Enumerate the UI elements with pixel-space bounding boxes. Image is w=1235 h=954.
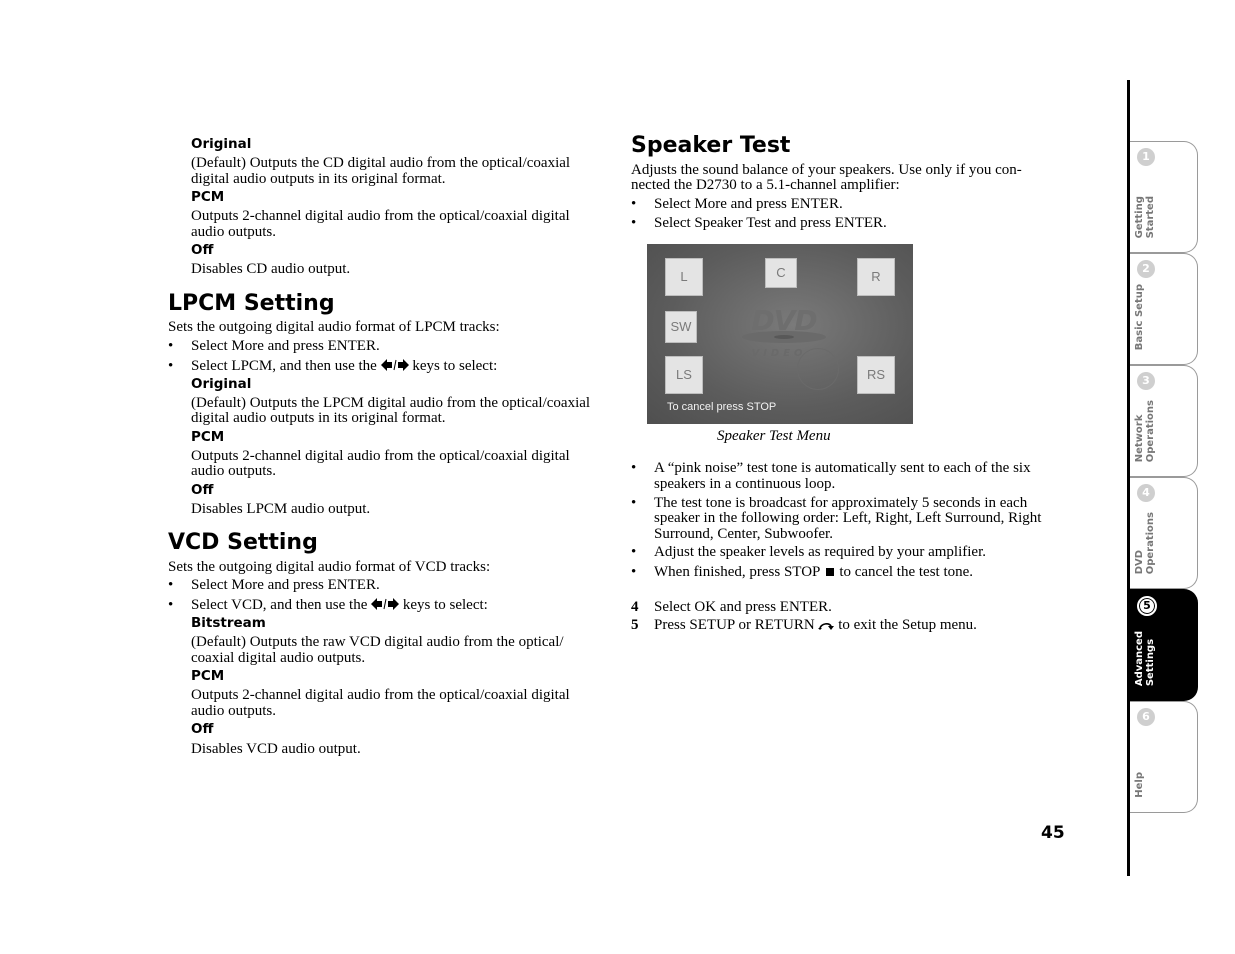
option-term: PCM bbox=[191, 668, 225, 684]
left-right-arrow-keys-icon bbox=[381, 359, 409, 371]
section-heading: LPCM Setting bbox=[168, 291, 335, 316]
option-desc: (Default) Outputs the raw VCD digital audio from the optical/ bbox=[191, 634, 564, 650]
step-number: 4 bbox=[631, 599, 639, 615]
tab-label: Help bbox=[1134, 772, 1145, 798]
tab-network-operations[interactable] bbox=[1130, 365, 1198, 477]
speaker-test-screen bbox=[647, 244, 913, 424]
chapter-5-icon: 5 bbox=[1137, 596, 1157, 616]
option-term: Original bbox=[191, 376, 252, 392]
speaker-subwoofer-button[interactable]: SW bbox=[665, 311, 697, 343]
dvd-logo-subtext: VIDEO bbox=[751, 348, 807, 359]
dvd-logo-text: DVD bbox=[751, 304, 817, 337]
option-desc: (Default) Outputs the CD digital audio from the optical/coaxial bbox=[191, 155, 571, 171]
option-term: Off bbox=[191, 482, 214, 498]
option-desc: coaxial digital audio outputs. bbox=[191, 650, 366, 666]
speaker-left-button[interactable]: L bbox=[665, 258, 703, 296]
step-text-post: to exit the Setup menu. bbox=[838, 617, 977, 633]
stop-icon bbox=[826, 568, 834, 576]
speaker-right-surround-button[interactable]: RS bbox=[857, 356, 895, 394]
bullet-marker: • bbox=[168, 358, 174, 374]
speaker-left-surround-button[interactable]: LS bbox=[665, 356, 703, 394]
option-desc: digital audio outputs in its original format. bbox=[191, 171, 446, 187]
chapter-3-icon: 3 bbox=[1137, 372, 1155, 390]
option-desc: audio outputs. bbox=[191, 703, 276, 719]
bullet-text: Select Speaker Test and press ENTER. bbox=[654, 215, 887, 231]
bullet-text-pre: Select LPCM, and then use the bbox=[191, 358, 377, 374]
disc-shape bbox=[797, 348, 839, 390]
step-text bbox=[654, 617, 977, 633]
figure-caption: Speaker Test Menu bbox=[717, 428, 831, 444]
section-intro: Sets the outgoing digital audio format of VCD tracks: bbox=[168, 559, 491, 575]
tab-help[interactable] bbox=[1130, 701, 1198, 813]
section-intro: Sets the outgoing digital audio format of LPCM tracks: bbox=[168, 319, 500, 335]
option-term: Off bbox=[191, 721, 214, 737]
bullet-text: speaker in the following order: Left, Right, Left Surround, Right bbox=[654, 510, 1042, 526]
option-desc: audio outputs. bbox=[191, 224, 276, 240]
speaker-right-button[interactable]: R bbox=[857, 258, 895, 296]
option-desc: Disables VCD audio output. bbox=[191, 741, 361, 757]
bullet-text: The test tone is broadcast for approximately 5 seconds in each bbox=[654, 495, 1028, 511]
option-desc: Outputs 2-channel digital audio from the optical/coaxial digital bbox=[191, 208, 570, 224]
bullet-text-post: keys to select: bbox=[412, 358, 498, 374]
option-desc: audio outputs. bbox=[191, 463, 276, 479]
cancel-instruction: To cancel press STOP bbox=[667, 401, 777, 413]
return-icon bbox=[818, 620, 834, 630]
bullet-text: Surround, Center, Subwoofer. bbox=[654, 526, 833, 542]
bullet-marker: • bbox=[168, 577, 174, 593]
bullet-text-pre: When finished, press STOP bbox=[654, 564, 820, 580]
bullet-text: Select More and press ENTER. bbox=[191, 338, 380, 354]
bullet-text: Select More and press ENTER. bbox=[654, 196, 843, 212]
option-term: PCM bbox=[191, 189, 225, 205]
section-intro: nected the D2730 to a 5.1-channel amplifier: bbox=[631, 177, 900, 193]
step-text-pre: Press SETUP or RETURN bbox=[654, 617, 815, 633]
left-right-arrow-keys-icon bbox=[371, 598, 399, 610]
option-desc: digital audio outputs in its original format. bbox=[191, 410, 446, 426]
section-intro: Adjusts the sound balance of your speakers. Use only if you con- bbox=[631, 162, 1022, 178]
option-desc: Outputs 2-channel digital audio from the optical/coaxial digital bbox=[191, 448, 570, 464]
tab-label: DVD Operations bbox=[1134, 511, 1156, 574]
tab-getting-started[interactable] bbox=[1130, 141, 1198, 253]
chapter-6-icon: 6 bbox=[1137, 708, 1155, 726]
bullet-text-post: to cancel the test tone. bbox=[839, 564, 974, 580]
step-text: Select OK and press ENTER. bbox=[654, 599, 832, 615]
bullet-text: speakers in a continuous loop. bbox=[654, 476, 836, 492]
option-desc: (Default) Outputs the LPCM digital audio from the optical/coaxial bbox=[191, 395, 591, 411]
bullet-text bbox=[191, 358, 497, 374]
section-heading: VCD Setting bbox=[168, 530, 318, 555]
tab-advanced-settings[interactable] bbox=[1130, 589, 1198, 701]
bullet-marker: • bbox=[631, 196, 637, 212]
section-heading: Speaker Test bbox=[631, 133, 791, 158]
bullet-text: Adjust the speaker levels as required by your amplifier. bbox=[654, 544, 986, 560]
bullet-marker: • bbox=[631, 564, 637, 580]
bullet-text: A “pink noise” test tone is automatically sent to each of the six bbox=[654, 460, 1031, 476]
bullet-marker: • bbox=[631, 215, 637, 231]
chapter-2-icon: 2 bbox=[1137, 260, 1155, 278]
tab-basic-setup[interactable] bbox=[1130, 253, 1198, 365]
bullet-marker: • bbox=[168, 597, 174, 613]
tab-label: Advanced Settings bbox=[1134, 630, 1156, 686]
option-term: PCM bbox=[191, 429, 225, 445]
option-desc: Disables CD audio output. bbox=[191, 261, 351, 277]
option-term: Off bbox=[191, 242, 214, 258]
option-desc: Disables LPCM audio output. bbox=[191, 501, 371, 517]
page-number: 45 bbox=[1041, 823, 1065, 843]
tab-dvd-operations[interactable] bbox=[1130, 477, 1198, 589]
bullet-text-post: keys to select: bbox=[402, 597, 488, 613]
tab-label: Basic Setup bbox=[1134, 283, 1145, 350]
bullet-marker: • bbox=[631, 460, 637, 476]
bullet-text bbox=[654, 564, 973, 580]
bullet-text bbox=[191, 597, 488, 613]
bullet-marker: • bbox=[168, 338, 174, 354]
tab-label: Network Operations bbox=[1134, 399, 1156, 462]
speaker-center-button[interactable]: C bbox=[765, 258, 797, 288]
tab-label: Getting Started bbox=[1134, 195, 1156, 238]
chapter-4-icon: 4 bbox=[1137, 484, 1155, 502]
bullet-marker: • bbox=[631, 495, 637, 511]
option-term: Original bbox=[191, 136, 252, 152]
step-number: 5 bbox=[631, 617, 639, 633]
bullet-marker: • bbox=[631, 544, 637, 560]
option-term: Bitstream bbox=[191, 615, 266, 631]
option-desc: Outputs 2-channel digital audio from the optical/coaxial digital bbox=[191, 687, 570, 703]
bullet-text: Select More and press ENTER. bbox=[191, 577, 380, 593]
bullet-text-pre: Select VCD, and then use the bbox=[191, 597, 368, 613]
chapter-1-icon: 1 bbox=[1137, 148, 1155, 166]
